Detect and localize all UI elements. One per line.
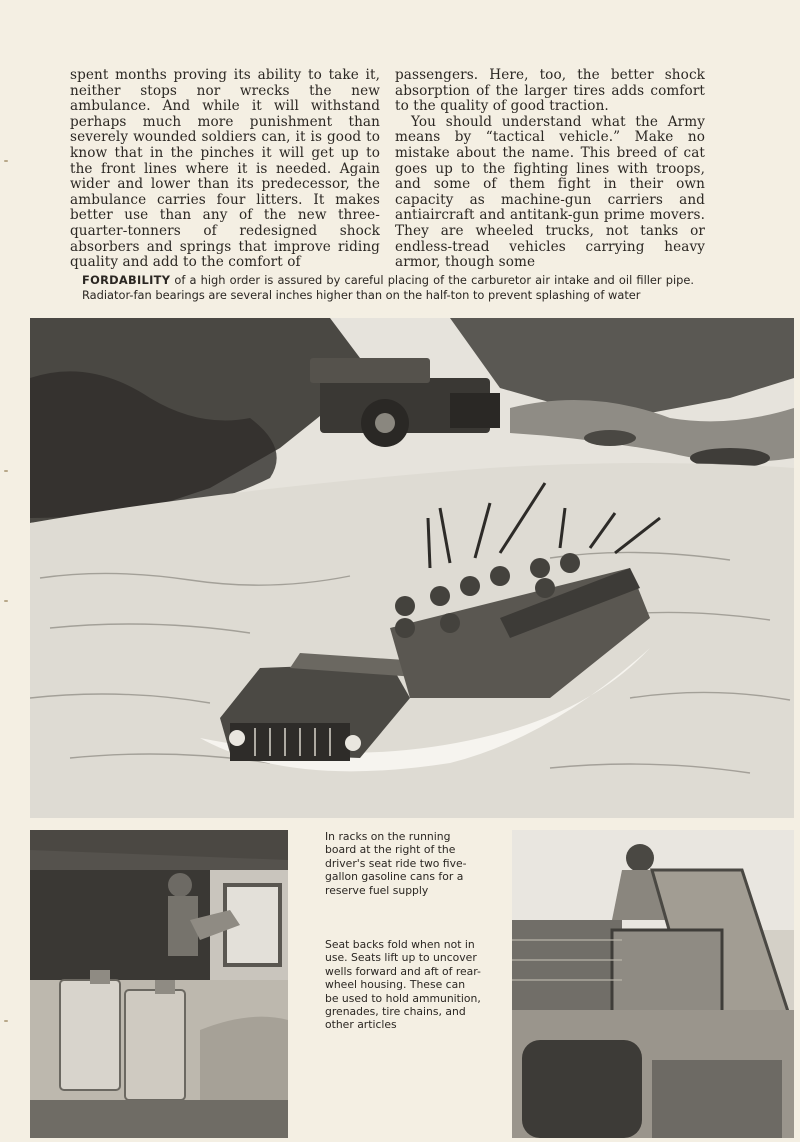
seat-backs-caption: Seat backs fold when not in use. Seats lift up to uncover wells forward and aft of rear-wheel housing. These can be used to hold ammunition, grenades, tire chains, and other articles (325, 938, 481, 1032)
body-paragraph: spent months proving its ability to take it, neither stops nor wrecks the new ambulance. And while it will withstand perhaps much more punishment than severely wounded soldiers can, it is good to know that in the pinches it will get up to the front lines where it is needed. Again wider and lower than its predecessor, the ambulance carries four litters. It makes better use than any of the new three-quarter-tonners of redesigned shock absorbers and springs that improve riding quality and add to the comfort of (70, 67, 380, 271)
running-board-caption: In racks on the running board at the right of the driver's seat ride two five-gallon gasoline cans for a reserve fuel supply (325, 830, 467, 897)
fording-illustration (30, 318, 794, 818)
binding-mark (4, 1020, 8, 1022)
seat-wells-image (512, 830, 794, 1138)
body-paragraph: You should understand what the Army means by “tactical vehicle.” Make no mistake about the name. This breed of cat goes up to the fighting lines with troops, and some of them fight in their own capacity as machine-gun carriers and antiaircraft and antitank-gun prime movers. They are wheeled trucks, not tanks or endless-tread vehicles carrying heavy armor, though some (395, 113, 705, 271)
body-column-right (395, 68, 705, 271)
binding-mark (4, 600, 8, 602)
driver-photo-image (30, 830, 288, 1138)
fording-drawing (30, 318, 794, 818)
illustration-caption (82, 273, 694, 303)
caption-lead: FORDABILITY (82, 273, 171, 287)
binding-mark (4, 470, 8, 472)
caption-text: of a high order is assured by careful placing of the carburetor air intake and oil filler pipe. Radiator-fan bearings are several inches higher than on the half-ton to prevent splashing of water (82, 273, 694, 302)
body-paragraph: passengers. Here, too, the better shock absorption of the larger tires adds comfort to the quality of good traction. (395, 67, 705, 115)
body-column-left (70, 68, 380, 271)
binding-mark (4, 160, 8, 162)
driver-photo (30, 830, 288, 1138)
seat-wells-photo (512, 830, 794, 1138)
